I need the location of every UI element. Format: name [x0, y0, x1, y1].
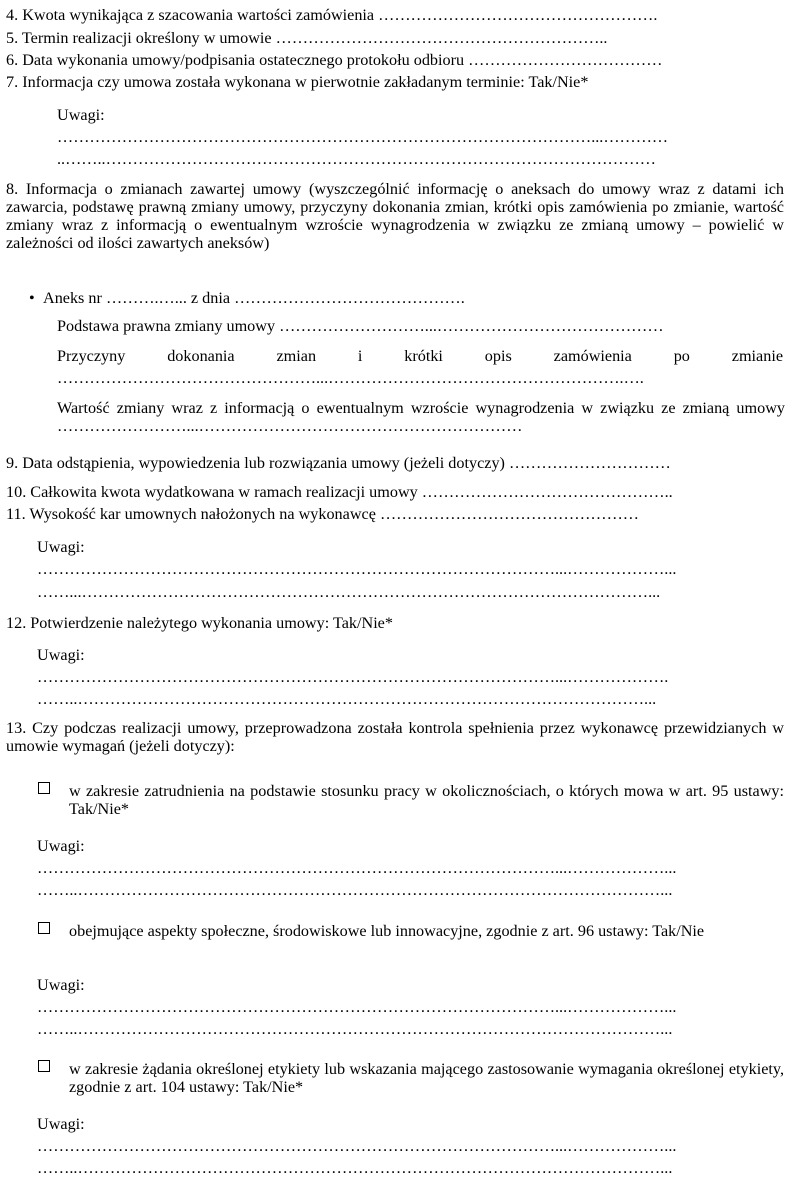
item-5: 5. Termin realizacji określony w umowie ……………………………………………………..: [6, 29, 608, 47]
item-6: 6. Data wykonania umowy/podpisania ostatecznego protokołu odbioru ………………………………: [6, 51, 663, 69]
checkbox-label-requirement[interactable]: [38, 1060, 50, 1072]
cb3-uwagi-line-2: ……..………………………………………………………………………………………………...: [37, 1159, 673, 1177]
checkbox-social-aspects-label: obejmujące aspekty społeczne, środowiskowe lub innowacyjne, zgodnie z art. 96 ustawy: Tak/Nie: [69, 922, 705, 940]
cb3-uwagi-label: Uwagi:: [37, 1115, 85, 1133]
podstawa-line: Podstawa prawna zmiany umowy ………………………...……………………………………: [57, 317, 664, 335]
aneks-line: Aneks nr ……….…... z dnia …………………………………….: [43, 289, 465, 307]
item-8: [6, 180, 784, 252]
item-9: 9. Data odstąpienia, wypowiedzenia lub rozwiązania umowy (jeżeli dotyczy) …………………………: [6, 454, 671, 472]
item-12-uwagi-line-2: ……..……………………………………………………………………………………………...: [37, 690, 657, 708]
cb1-uwagi-line-2: ……..………………………………………………………………………………………………...: [37, 881, 673, 899]
item-11: 11. Wysokość kar umownych nałożonych na wykonawcę …………………………………………: [6, 505, 639, 523]
cb2-uwagi-line-2: ……..………………………………………………………………………………………………...: [37, 1020, 673, 1038]
item-7-uwagi-line-1: ………………………………………………………………………………………...…………: [57, 128, 669, 146]
aneks-bullet: •: [29, 289, 35, 307]
item-8-text: 8. Informacja o zmianach zawartej umowy (wyszczególnić informację o aneksach do umowy wraz z datami ich zawarcia, podstawę prawną zmiany umowy, przyczyny dokonania zmian, krótki opis zamówienia po zmianie, wartość zmiany wraz z informacją o ewentualnym wzroście wynagrodzenia w związku ze zmianą umowy – powielić w zależności od ilości zawartych aneksów): [6, 180, 784, 252]
item-7-uwagi-label: Uwagi:: [57, 106, 105, 124]
checkbox-employment-label: w zakresie zatrudnienia na podstawie stosunku pracy w okolicznościach, o których mowa w art. 95 ustawy: Tak/Nie*: [69, 782, 784, 818]
cb2-uwagi-line-1: ……………………………………………………………………………………...………………...: [37, 998, 677, 1016]
item-10: 10. Całkowita kwota wydatkowana w ramach realizacji umowy ………………………………………..: [6, 483, 673, 501]
przyczyny-dots: …………………………………………...……………………………………………….….: [57, 369, 644, 387]
cb3-uwagi-line-1: ……………………………………………………………………………………...………………...: [37, 1137, 677, 1155]
checkbox-social-aspects[interactable]: [38, 922, 50, 934]
cb1-uwagi-line-1: ……………………………………………………………………………………...………………...: [37, 859, 677, 877]
item-12-uwagi-line-1: ……………………………………………………………………………………...……………….: [37, 668, 669, 686]
item-12: 12. Potwierdzenie należytego wykonania umowy: Tak/Nie*: [6, 614, 393, 632]
cb2-uwagi-label: Uwagi:: [37, 976, 85, 994]
item-13: 13. Czy podczas realizacji umowy, przeprowadzona została kontrola spełnienia przez wykonawcę przewidzianych w umowie wymagań (jeżeli dotyczy):: [6, 719, 784, 755]
item-11-uwagi-line-2: ……...……………………………………………………………………………………………...: [37, 583, 661, 601]
cb1-uwagi-label: Uwagi:: [37, 837, 85, 855]
przyczyny-line: Przyczyny dokonania zmian i krótki opis zamówienia po zmianie: [57, 347, 783, 365]
item-4: 4. Kwota wynikająca z szacowania wartości zamówienia …………………………………………….: [6, 6, 658, 24]
wartosc-line: Wartość zmiany wraz z informacją o ewentualnym wzroście wynagrodzenia w związku ze zmianą umowy ……………………...……………………………………………………: [57, 399, 785, 435]
checkbox-label-requirement-label: w zakresie żądania określonej etykiety lub wskazania mającego zastosowanie wymagania określonej etykiety, zgodnie z art. 104 ustawy: Tak/Nie*: [69, 1060, 784, 1096]
item-11-uwagi-line-1: ……………………………………………………………………………………...………………...: [37, 560, 677, 578]
item-11-uwagi-label: Uwagi:: [37, 538, 85, 556]
item-7-uwagi-line-2: ..……..…………………………………………………………………………………………: [57, 150, 656, 168]
checkbox-employment[interactable]: [38, 782, 50, 794]
item-12-uwagi-label: Uwagi:: [37, 646, 85, 664]
item-7: 7. Informacja czy umowa została wykonana w pierwotnie zakładanym terminie: Tak/Nie*: [6, 73, 589, 91]
